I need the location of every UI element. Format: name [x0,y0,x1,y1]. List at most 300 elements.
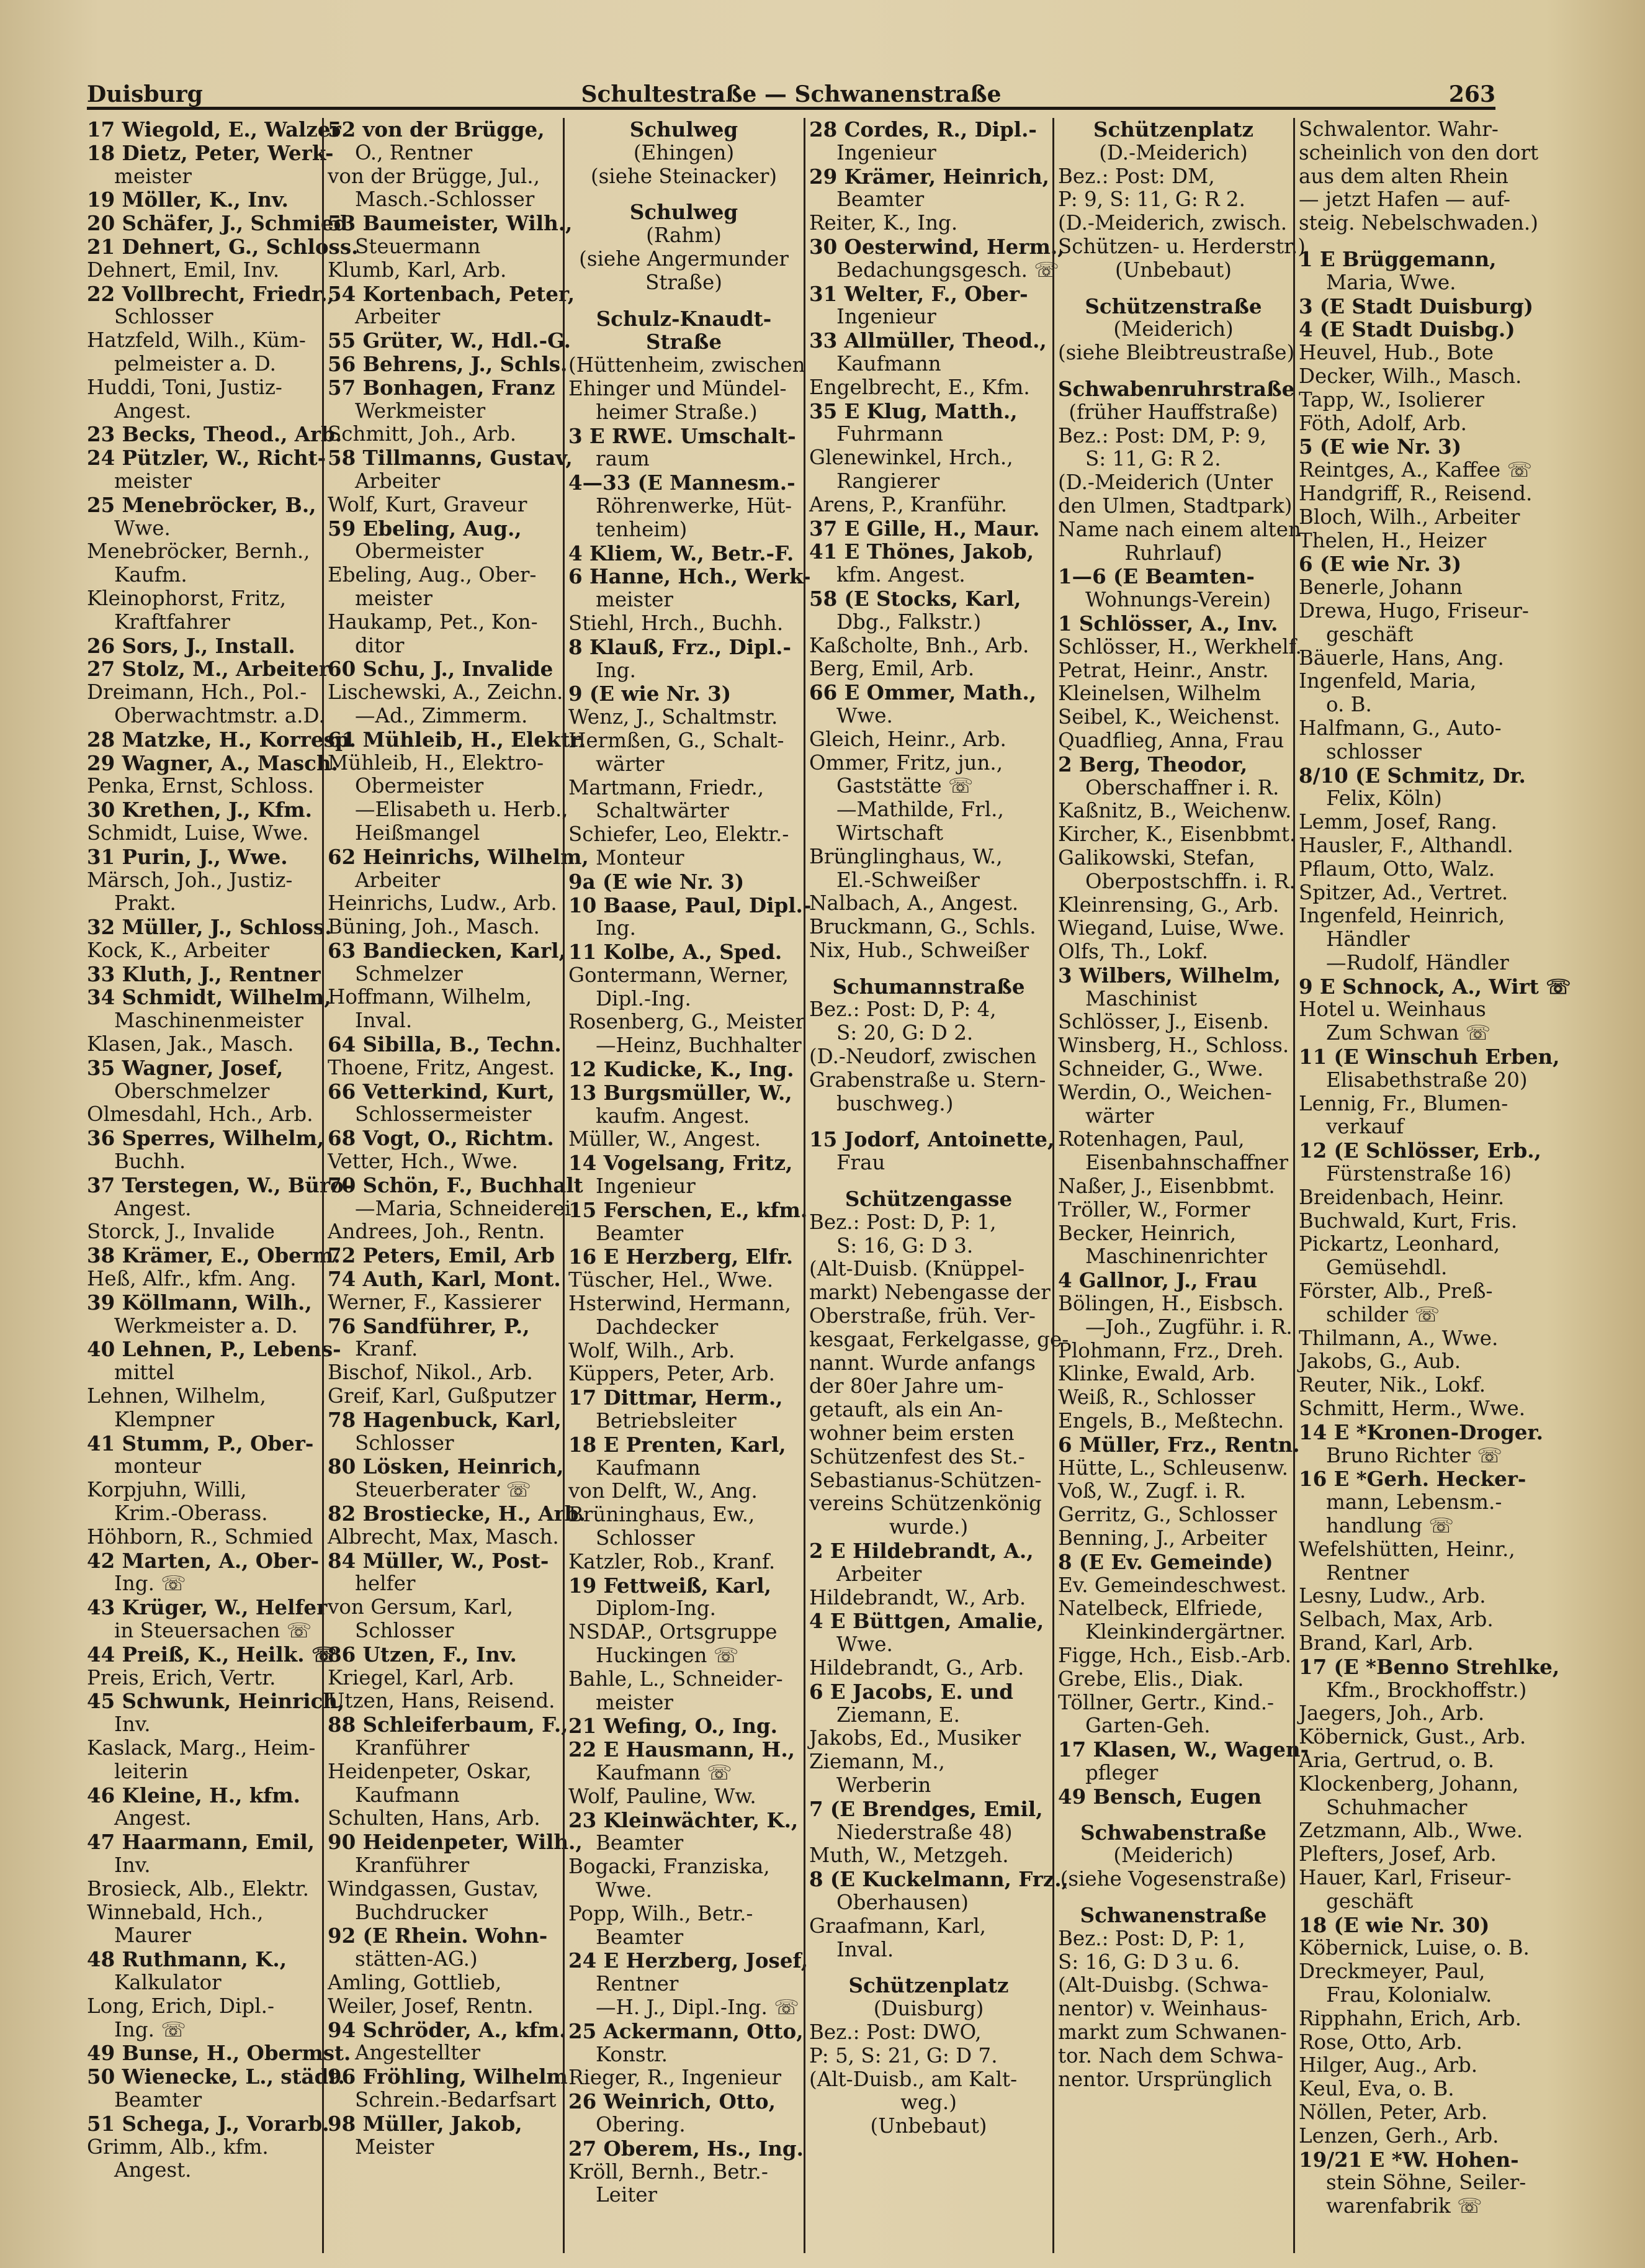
directory-entry-line: 2 E Hildebrandt, A., [809,1539,1034,1564]
directory-entry-line: 6 (E wie Nr. 3) [1299,552,1462,577]
directory-entry-line: Thoene, Fritz, Angest. [328,1055,555,1079]
directory-entry-line: Katzler, Rob., Kranf. [568,1549,776,1573]
directory-entry-line: Selbach, Max, Arb. [1299,1608,1494,1632]
directory-entry-line: 25 Ackermann, Otto, [568,2018,804,2043]
directory-entry-line: Monteur [596,845,684,870]
directory-entry-line: Ripphahn, Erich, Arb. [1299,2006,1522,2030]
page-header [87,82,1495,110]
directory-entry-line: Galikowski, Stefan, [1058,845,1255,870]
directory-entry-line: 78 Hagenbuck, Karl, [328,1407,562,1432]
directory-entry-line: Bogacki, Franziska, [568,1855,770,1879]
directory-entry-line: Keul, Eva, o. B. [1299,2077,1455,2101]
directory-entry-line: — jetzt Hafen — auf- [1299,187,1510,212]
street-heading: Schwabenstraße [1080,1820,1266,1845]
directory-entry-line: 14 E *Kronen-Droger. [1299,1420,1543,1444]
directory-entry-line: raum [596,447,650,471]
directory-entry-line: Bloch, Wilh., Arbeiter [1299,505,1520,529]
directory-entry-line: Kleinkindergärtner. [1085,1620,1286,1644]
directory-entry-line: Dreimann, Hch., Pol.- [87,680,307,704]
directory-entry-line: Martmann, Friedr., [568,775,764,799]
directory-entry-line: Konstr. [596,2042,668,2066]
directory-entry-line: Becker, Heinrich, [1058,1221,1237,1245]
directory-entry-line: (siehe Vogesenstraße) [1060,1867,1287,1891]
directory-entry-line: Klockenberg, Johann, [1299,1771,1519,1796]
directory-entry-line: 18 E Prenten, Karl, [568,1432,786,1457]
directory-entry-line: kfm. Angest. [836,563,966,587]
directory-entry-line: Ziemann, M., [809,1750,945,1774]
directory-entry-line: 24 E Herzberg, Josef, [568,1948,809,1973]
directory-entry-line: Heß, Alfr., kfm. Ang. [87,1267,297,1291]
section-gap [1058,282,1289,295]
directory-entry-line: 9 (E wie Nr. 3) [568,682,732,706]
directory-entry-line: ditor [355,633,405,657]
directory-entry-line: Winsberg, H., Schloss. [1058,1033,1289,1058]
directory-entry-line: Klumb, Karl, Arb. [328,258,507,282]
directory-entry-line: Naßer, J., Eisenbbmt. [1058,1174,1275,1199]
directory-entry-line: Felix, Köln) [1326,786,1442,811]
directory-entry-line: Beamter [596,1831,684,1855]
directory-entry-line: Bischof, Nikol., Arb. [328,1361,533,1385]
directory-entry-line: —Mathilde, Frl., [836,798,1004,822]
directory-entry-line: Steuerberater ☏ [355,1478,532,1502]
directory-entry-line: Schrein.-Bedarfsart [355,2087,557,2112]
directory-entry-line: Arbeiter [355,469,441,493]
directory-entry-line: 17 Wiegold, E., Walzer [87,117,341,142]
directory-entry-line: verkauf [1326,1115,1404,1139]
directory-entry-line: Garten-Geh. [1085,1714,1211,1738]
directory-entry-line: 24 Pützler, W., Richt- [87,446,326,470]
directory-entry-line: 18 Dietz, Peter, Werk- [87,140,334,165]
directory-entry-line: o. B. [1326,693,1372,717]
directory-entry-line: 46 Kleine, H., kfm. [87,1783,300,1807]
directory-entry-line: 96 Fröhling, Wilhelm [328,2064,568,2089]
directory-entry-line: 4—33 (E Mannesm.- [568,470,796,495]
directory-entry-line: Kraftfahrer [114,610,230,634]
directory-entry-line: Obering. [596,2112,686,2136]
directory-entry-line: Kaßcholte, Bnh., Arb. [809,633,1029,657]
column-divider [804,118,805,2253]
directory-entry-line: Wolf, Wilh., Arb. [568,1338,735,1362]
directory-entry-line: Bruno Richter ☏ [1326,1443,1502,1467]
directory-entry-line: 26 Weinrich, Otto, [568,2089,776,2114]
directory-entry-line: Ingenieur [836,140,936,164]
directory-entry-line: Reintges, A., Kaffee ☏ [1299,458,1533,482]
directory-entry-line: Wirtschaft [836,821,944,845]
directory-entry-line: 74 Auth, Karl, Mont. [328,1267,561,1292]
directory-entry-line: Schneider, G., Wwe. [1058,1057,1264,1081]
street-heading: Schützenplatz [1093,117,1253,142]
directory-entry-line: Heißmangel [355,821,480,845]
section-gap [568,188,799,200]
directory-entry-line: 88 Schleiferbaum, F., [328,1712,568,1737]
directory-entry-line: tenheim) [596,517,688,541]
directory-entry-line: schlosser [1326,739,1422,763]
directory-entry-line: Schlossermeister [355,1102,532,1127]
directory-entry-line: 8 (E Ev. Gemeinde) [1058,1549,1273,1574]
directory-entry-line: 60 Schu, J., Invalide [328,657,554,682]
directory-entry-line: weg.) [900,2090,957,2115]
directory-entry-line: Brosieck, Alb., Elektr. [87,1876,309,1901]
directory-entry-line: Höhborn, R., Schmied [87,1524,313,1549]
street-heading: Schwabenruhrstraße [1058,376,1295,401]
directory-entry-line: Hütte, L., Schleusenw. [1058,1456,1288,1480]
section-gap [809,1961,1048,1974]
directory-entry-line: Wwe. [836,1632,893,1657]
directory-entry-line: Fürstenstraße 16) [1326,1162,1512,1186]
directory-entry-line: Inv. [114,1853,151,1877]
directory-entry-line: 54 Kortenbach, Peter, [328,281,575,306]
directory-entry-line: Nix, Hub., Schweißer [809,938,1029,962]
directory-entry-line: (D.-Neudorf, zwischen [809,1045,1037,1069]
directory-entry-line: 19/21 E *W. Hohen- [1299,2147,1519,2172]
directory-entry-line: El.-Schweißer [836,868,980,892]
directory-entry-line: 28 Matzke, H., Korresp. [87,727,356,752]
directory-entry-line: Ommer, Fritz, jun., [809,750,1003,775]
directory-entry-line: 12 Kudicke, K., Ing. [568,1057,794,1082]
directory-entry-line: 16 E Herzberg, Elfr. [568,1244,794,1269]
directory-entry-line: Bölingen, H., Eisbsch. [1058,1292,1284,1316]
directory-entry-line: 92 (E Rhein. Wohn- [328,1924,548,1948]
directory-entry-line: (Alt-Duisb., am Kalt- [809,2067,1018,2091]
directory-entry-line: aus dem alten Rhein [1299,164,1508,188]
section-gap [1058,1809,1289,1821]
directory-entry-line: 64 Sibilla, B., Techn. [328,1032,562,1057]
directory-entry-line: 37 Terstegen, W., Büro- [87,1172,352,1197]
directory-entry-line: 18 (E wie Nr. 30) [1299,1912,1490,1937]
directory-entry-line: tor. Nach dem Schwa- [1058,2043,1284,2068]
directory-entry-line: Ev. Gemeindeschwest. [1058,1573,1287,1597]
directory-entry-line: 56 Behrens, J., Schls. [328,351,568,376]
directory-entry-line: Kriegel, Karl, Arb. [328,1665,514,1690]
directory-entry-line: 30 Krethen, J., Kfm. [87,798,312,822]
street-heading: Schützengasse [845,1187,1013,1212]
directory-entry-line: Arens, P., Kranführ. [809,492,1008,516]
directory-entry-line: Müller, W., Angest. [568,1127,761,1151]
directory-entry-line: 42 Marten, A., Ober- [87,1548,320,1573]
directory-entry-line: Plefters, Josef, Arb. [1299,1842,1497,1866]
directory-entry-line: 25 Menebröcker, B., [87,492,316,517]
directory-entry-line: 82 Brostiecke, H., Arb. [328,1501,586,1526]
directory-entry-line: 31 Purin, J., Wwe. [87,844,288,869]
street-heading: Schulweg [629,117,738,142]
directory-entry-line: Werberin [836,1773,931,1797]
directory-entry-line: Obermeister [355,539,484,564]
directory-entry-line: —Rudolf, Händler [1326,950,1509,974]
directory-entry-line: 58 Tillmanns, Gustav, [328,446,573,470]
directory-entry-line: leiterin [114,1759,189,1783]
directory-entry-line: Rose, Otto, Arb. [1299,2030,1463,2054]
directory-entry-line: Werkmeister [355,398,486,423]
directory-entry-line: 12 (E Schlösser, Erb., [1299,1138,1541,1163]
directory-entry-line: Arbeiter [836,1562,922,1586]
directory-entry-line: helfer [355,1572,416,1596]
directory-entry-line: Nöllen, Peter, Arb. [1299,2100,1488,2124]
directory-entry-line: Wwe. [596,1878,652,1902]
street-heading: Schützenplatz [848,1973,1009,1998]
directory-entry-line: 70 Schön, F., Buchhalt [328,1172,583,1197]
directory-entry-line: P: 9, S: 11, G: R 2. [1058,187,1245,212]
directory-entry-line: Drewa, Hugo, Friseur- [1299,598,1529,623]
directory-entry-line: Berg, Emil, Arb. [809,657,975,681]
directory-entry-line: —Heinz, Buchhalter [596,1033,802,1058]
page-number: 263 [1448,81,1495,107]
directory-entry-line: Amling, Gottlieb, [328,1970,502,1994]
directory-entry-line: 34 Schmidt, Wilhelm, [87,985,331,1010]
directory-entry-line: Figge, Hch., Eisb.-Arb. [1058,1644,1291,1667]
directory-entry-line: 3 (E Stadt Duisburg) [1299,294,1534,318]
directory-entry-line: Kranführer [355,1735,470,1760]
directory-entry-line: vereins Schützenkönig [809,1492,1042,1516]
directory-entry-line: Benning, J., Arbeiter [1058,1526,1267,1550]
directory-entry-line: Kranführer [355,1853,470,1877]
directory-entry-line: Hoffmann, Wilhelm, [328,985,532,1009]
directory-entry-line: 2 Berg, Theodor, [1058,752,1248,776]
directory-entry-line: 11 Kolbe, A., Sped. [568,940,782,965]
directory-entry-line: 4 (E Stadt Duisbg.) [1299,317,1515,342]
directory-entry-line: 3 E RWE. Umschalt- [568,423,796,448]
directory-entry-line: Zum Schwan ☏ [1326,1021,1491,1045]
directory-entry-line: 5 (E wie Nr. 3) [1299,434,1462,459]
directory-entry-line: 19 Fettweiß, Karl, [568,1573,771,1598]
directory-entry-line: Bez.: Post: DWO, [809,2020,982,2044]
directory-entry-line: von Gersum, Karl, [328,1595,513,1619]
directory-entry-line: 27 Oberem, Hs., Ing. [568,2136,804,2161]
directory-entry-line: Grimm, Alb., kfm. [87,2135,269,2159]
directory-entry-line: Beamter [836,187,925,212]
directory-entry-line: Ing. [596,916,636,940]
directory-entry-line: meister [114,469,192,493]
directory-entry-line: 4 Gallnor, J., Frau [1058,1268,1258,1293]
directory-entry-line: Brünglinghaus, W., [809,844,1003,868]
directory-entry-line: Zetzmann, Alb., Wwe. [1299,1819,1523,1843]
directory-entry-line: 35 E Klug, Matth., [809,398,1018,423]
directory-entry-line: pelmeister a. D. [114,351,276,376]
directory-entry-line: 1 E Brüggemann, [1299,246,1497,271]
directory-entry-line: S: 11, G: R 2. [1085,447,1221,471]
directory-entry-line: Schmidt, Luise, Wwe. [87,821,309,845]
directory-entry-line: S: 16, G: D 3. [836,1233,974,1258]
directory-entry-line: Hsterwind, Hermann, [568,1292,791,1316]
section-gap [809,963,1048,975]
directory-entry-line: Schiefer, Leo, Elektr.- [568,822,789,847]
directory-entry-line: Werdin, O., Weichen- [1058,1080,1272,1104]
street-heading: Schwanenstraße [1080,1902,1267,1927]
directory-entry-line: Händler [1326,927,1410,952]
directory-entry-line: markt) Nebengasse der [809,1280,1051,1305]
directory-entry-line: Fuhrmann [836,422,944,446]
directory-entry-line: (Hüttenheim, zwischen [568,353,805,377]
directory-entry-line: 94 Schröder, A., kfm. [328,2017,567,2042]
directory-entry-line: Heidenpeter, Oskar, [328,1759,532,1783]
directory-entry-line: 6 Müller, Frz., Rentn. [1058,1432,1300,1457]
directory-entry-line: Klinke, Ewald, Arb. [1058,1362,1256,1386]
directory-entry-line: (siehe Angermunder [579,246,789,271]
directory-entry-line: Kalkulator [114,1970,222,1994]
directory-entry-line: Köbernick, Luise, o. B. [1299,1936,1530,1960]
directory-entry-line: Wolf, Kurt, Graveur [328,492,527,516]
directory-entry-line: 1—6 (E Beamten- [1058,564,1255,589]
directory-entry-line: Glenewinkel, Hrch., [809,446,1013,470]
directory-entry-line: Nalbach, A., Angest. [809,891,1019,916]
directory-entry-line: Wwe. [114,516,171,540]
directory-entry-line: 33 Kluth, J., Rentner [87,961,321,986]
street-range-title: Schultestraße — Schwanenstraße [581,81,1002,107]
directory-entry-line: Röhrenwerke, Hüt- [596,493,792,518]
directory-entry-line: Schlösser, H., Werkhelf. [1058,634,1302,659]
directory-entry-line: Ruhrlauf) [1124,541,1222,565]
directory-entry-line: 10 Baase, Paul, Dipl.- [568,893,812,917]
directory-entry-line: O., Rentner [355,140,473,164]
directory-entry-line: Plohmann, Frz., Dreh. [1058,1338,1284,1362]
directory-entry-line: Jakobs, Ed., Musiker [809,1726,1021,1750]
directory-entry-line: Voß, W., Zugf. i. R. [1058,1479,1246,1503]
directory-entry-line: Kaslack, Marg., Heim- [87,1735,316,1760]
directory-entry-line: 35 Wagner, Josef, [87,1055,284,1080]
directory-entry-line: Lischewski, A., Zeichn. [328,680,563,704]
directory-entry-line: Betriebsleiter [596,1409,737,1433]
directory-entry-line: Korpjuhn, Willi, [87,1478,247,1502]
directory-entry-line: Schuhmacher [1326,1795,1468,1819]
directory-entry-line: Storck, J., Invalide [87,1220,275,1244]
directory-entry-line: Inval. [836,1937,894,1961]
directory-entry-line: Haukamp, Pet., Kon- [328,610,538,634]
directory-entry-line: Kaufm. [114,563,187,587]
directory-entry-line: meister [596,1690,673,1714]
directory-entry-line: Popp, Wilh., Betr.- [568,1901,753,1925]
directory-entry-line: (Duisburg) [873,1997,984,2021]
directory-entry-line: 45 Schwunk, Heinrich, [87,1689,345,1714]
directory-entry-line: 59 Ebeling, Aug., [328,516,522,541]
directory-entry-line: (Meiderich) [1113,1843,1234,1868]
directory-entry-line: Werner, F., Kassierer [328,1290,541,1314]
directory-entry-line: wärter [596,752,665,776]
directory-entry-line: Obermeister [355,774,484,798]
directory-entry-line: Schwalentor. Wahr- [1299,117,1499,141]
directory-entry-line: 4 E Büttgen, Amalie, [809,1609,1044,1634]
directory-entry-line: (früher Hauffstraße) [1069,400,1278,424]
directory-entry-line: in Steuersachen ☏ [114,1619,312,1642]
directory-entry-line: —H. J., Dipl.-Ing. ☏ [596,1995,799,2019]
directory-entry-line: (Unbebaut) [870,2114,987,2138]
directory-entry-line: Ing. [596,658,636,682]
directory-entry-line: 76 Sandführer, P., [328,1313,530,1338]
directory-entry-line: 17 Dittmar, Herm., [568,1385,783,1410]
directory-entry-line: Schlosser [114,305,213,329]
directory-entry-line: Lesny, Ludw., Arb. [1299,1584,1486,1608]
directory-entry-line: —Maria, Schneiderei [355,1196,571,1220]
directory-entry-line: Kaßnitz, B., Weichenw. [1058,799,1292,823]
directory-entry-line: kaufm. Angest. [596,1104,750,1128]
directory-entry-line: Engels, B., Meßtechn. [1058,1409,1284,1433]
directory-entry-line: 48 Ruthmann, K., [87,1947,287,1972]
directory-entry-line: (Unbebaut) [1115,258,1232,282]
directory-entry-line: meister [114,164,192,188]
directory-entry-line: 26 Sors, J., Install. [87,633,295,658]
directory-entry-line: Ingenieur [836,305,936,329]
directory-entry-line: Inv. [114,1712,151,1737]
directory-entry-line: 29 Krämer, Heinrich, [809,164,1049,189]
directory-entry-line: Schulten, Hans, Arb. [328,1806,540,1830]
column-4 [809,117,1069,2253]
directory-entry-line: Hatzfeld, Wilh., Küm- [87,328,306,353]
directory-entry-line: 31 Welter, F., Ober- [809,281,1028,306]
directory-entry-line: 41 Stumm, P., Ober- [87,1431,314,1456]
directory-entry-line: den Ulmen, Stadtpark) [1058,493,1293,518]
directory-entry-line: Oberhausen) [836,1890,969,1914]
directory-entry-line: Reuter, Nik., Lokf. [1299,1373,1486,1397]
directory-entry-line: Thelen, H., Heizer [1299,528,1487,552]
directory-entry-line: Heuvel, Hub., Bote [1299,341,1494,365]
directory-entry-line: 62 Heinrichs, Wilhelm, [328,844,589,869]
directory-entry-line: (Rahm) [646,223,722,248]
directory-entry-line: Gleich, Heinr., Arb. [809,727,1006,751]
directory-entry-line: Schmitt, Herm., Wwe. [1299,1397,1526,1421]
directory-entry-line: 19 Möller, K., Inv. [87,187,289,212]
directory-entry-line: 40 Lehnen, P., Lebens- [87,1337,341,1362]
directory-entry-line: Angestellter [355,2041,481,2065]
directory-entry-line: von der Brügge, Jul., [328,164,540,188]
section-gap [809,1115,1048,1128]
directory-entry-line: 30 Oesterwind, Herm., [809,234,1065,259]
directory-entry-line: Preis, Erich, Vertr. [87,1665,276,1690]
directory-entry-line: Krim.-Oberass. [114,1501,268,1526]
directory-entry-line: Sebastianus-Schützen- [809,1468,1042,1492]
directory-entry-line: mann, Lebensm.- [1326,1490,1502,1514]
directory-entry-line: Ingenieur [596,1174,696,1199]
column-2 [328,117,589,2253]
directory-entry-line: 1 Schlösser, A., Inv. [1058,611,1278,636]
directory-entry-line: Kaufmann [836,351,941,376]
directory-entry-line: Oberschmelzer [114,1079,270,1103]
directory-entry-line: Töllner, Gertr., Kind.- [1058,1690,1275,1714]
directory-entry-line: 41 E Thönes, Jakob, [809,539,1034,564]
directory-entry-line: Eisenbahnschaffner [1085,1151,1288,1175]
directory-entry-line: Bez.: Post: D, P: 4, [809,997,997,1022]
directory-entry-line: Küppers, Peter, Arb. [568,1362,775,1386]
directory-entry-line: Ingenfeld, Heinrich, [1299,904,1505,928]
directory-entry-line: Kleinelsen, Wilhelm [1058,682,1262,706]
directory-entry-line: Schlosser [355,1431,454,1455]
directory-entry-line: S: 20, G: D 2. [836,1021,974,1045]
directory-entry-line: Schützenfest des St.- [809,1444,1025,1469]
directory-entry-line: 44 Preiß, K., Heilk. ☏ [87,1642,337,1667]
directory-entry-line: Hildebrandt, W., Arb. [809,1585,1026,1609]
directory-entry-line: Graafmann, Karl, [809,1914,986,1938]
directory-entry-line: Lemm, Josef, Rang. [1299,810,1497,834]
directory-entry-line: 9 E Schnock, A., Wirt ☏ [1299,974,1571,999]
directory-entry-line: 84 Müller, W., Post- [328,1548,549,1573]
directory-entry-line: pfleger [1085,1760,1159,1784]
directory-entry-line: 49 Bunse, H., Obermst. [87,2041,351,2066]
directory-entry-line: stätten-AG.) [355,1947,478,1971]
directory-entry-line: Schmitt, Joh., Arb. [328,422,517,446]
directory-entry-line: Huckingen ☏ [596,1644,739,1667]
directory-entry-line: 55 Grüter, W., Hdl.-G. [328,328,571,353]
directory-entry-line: Buchdrucker [355,1900,488,1924]
directory-entry-line: Dbg., Falkstr.) [836,610,982,634]
directory-entry-line: Muth, W., Metzgeh. [809,1843,1009,1868]
directory-entry-line: von Delft, W., Ang. [568,1479,758,1503]
directory-entry-line: Bez.: Post: D, P: 1, [809,1210,997,1234]
directory-entry-line: Spitzer, Ad., Vertret. [1299,880,1508,904]
directory-entry-line: Hausler, F., Althandl. [1299,833,1513,857]
directory-entry-line: Kfm., Brockhoffstr.) [1326,1678,1527,1702]
directory-entry-line: 36 Sperres, Wilhelm, [87,1126,325,1151]
directory-entry-line: Quadflieg, Anna, Frau [1058,728,1284,752]
directory-entry-line: Winnebald, Hch., [87,1900,264,1924]
column-6 [1299,117,1571,2253]
directory-entry-line: Hilger, Aug., Arb. [1299,2053,1478,2077]
